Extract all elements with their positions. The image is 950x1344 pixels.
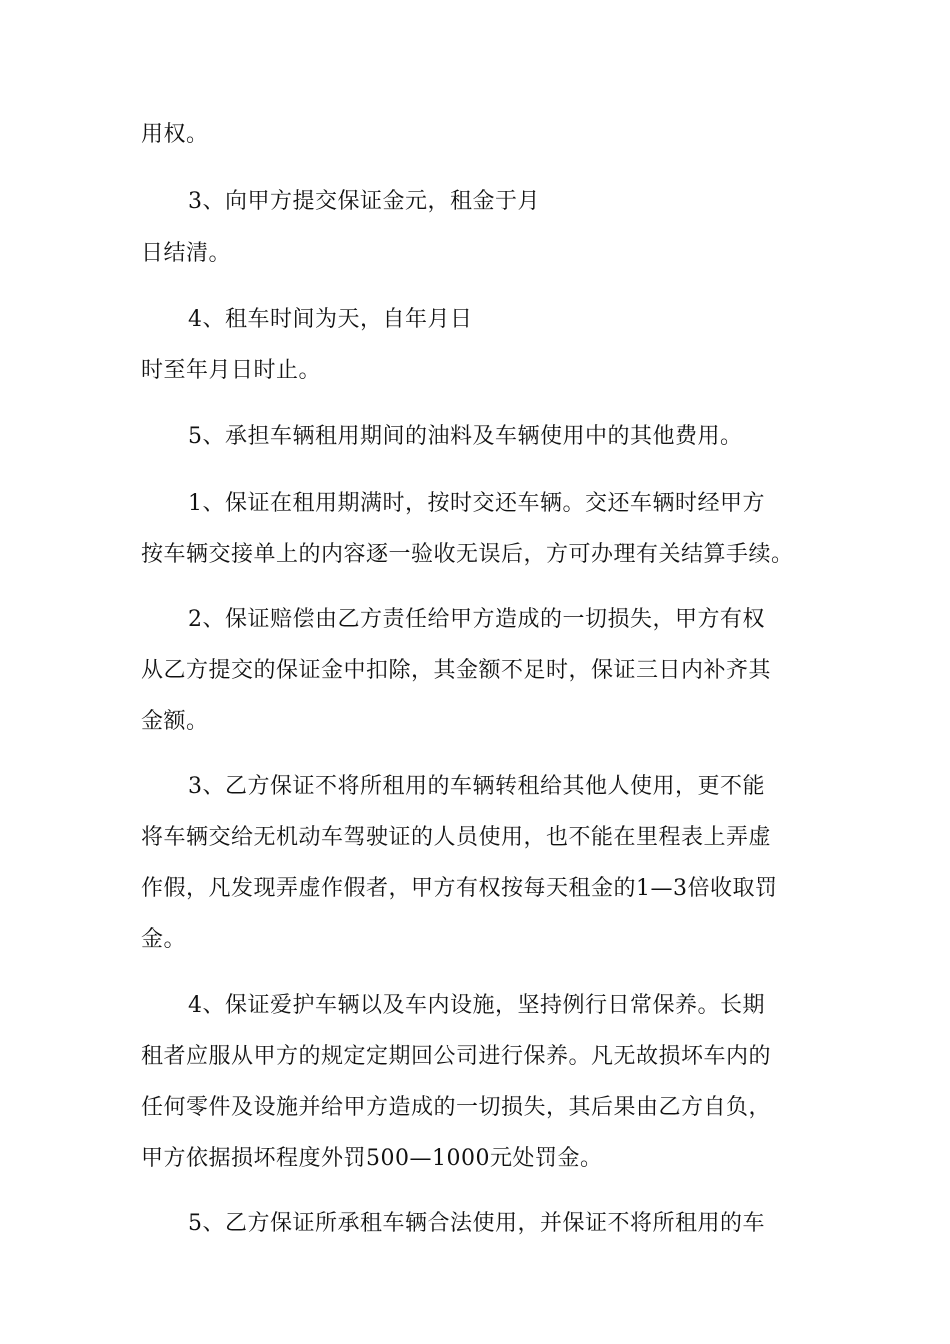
text-line: 5、乙方保证所承租车辆合法使用，并保证不将所租用的车 bbox=[188, 1211, 765, 1236]
text-line: 用权。 bbox=[141, 122, 209, 147]
text-line: 3、向甲方提交保证金元，租金于月 bbox=[188, 189, 540, 214]
text-line: 任何零件及设施并给甲方造成的一切损失，其后果由乙方自负， bbox=[141, 1095, 772, 1120]
text-line: 作假，凡发现弄虚作假者，甲方有权按每天租金的1—3倍收取罚 bbox=[141, 876, 778, 901]
text-line: 4、租车时间为天，自年月日 bbox=[188, 307, 473, 332]
text-line: 2、保证赔偿由乙方责任给甲方造成的一切损失，甲方有权 bbox=[188, 607, 765, 632]
text-line: 租者应服从甲方的规定定期回公司进行保养。凡无故损坏车内的 bbox=[141, 1044, 772, 1069]
text-line: 4、保证爱护车辆以及车内设施，坚持例行日常保养。长期 bbox=[188, 993, 765, 1018]
text-line: 金。 bbox=[141, 927, 187, 952]
text-line: 3、乙方保证不将所租用的车辆转租给其他人使用，更不能 bbox=[188, 774, 765, 799]
text-line: 甲方依据损坏程度外罚500—1000元处罚金。 bbox=[141, 1146, 603, 1171]
text-line: 将车辆交给无机动车驾驶证的人员使用，也不能在里程表上弄虚 bbox=[141, 825, 772, 850]
text-line: 1、保证在租用期满时，按时交还车辆。交还车辆时经甲方 bbox=[188, 491, 765, 516]
text-line: 日结清。 bbox=[141, 241, 232, 266]
text-line: 按车辆交接单上的内容逐一验收无误后，方可办理有关结算手续。 bbox=[141, 542, 794, 567]
text-line: 5、承担车辆租用期间的油料及车辆使用中的其他费用。 bbox=[188, 424, 743, 449]
text-line: 金额。 bbox=[141, 709, 209, 734]
text-line: 时至年月日时止。 bbox=[141, 358, 322, 383]
text-line: 从乙方提交的保证金中扣除，其金额不足时，保证三日内补齐其 bbox=[141, 658, 772, 683]
